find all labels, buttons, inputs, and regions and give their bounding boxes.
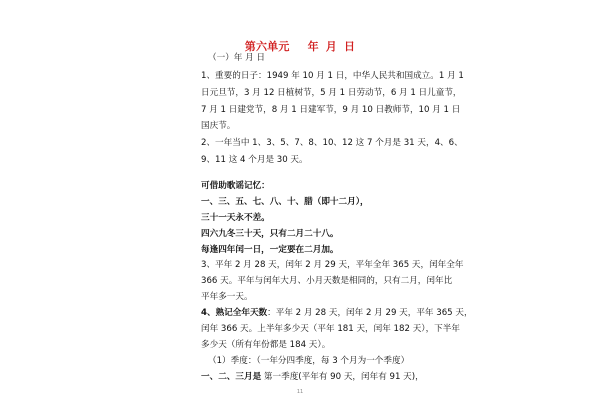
paragraph-1-line-4: 国庆节。 xyxy=(201,121,236,131)
paragraph-6-line-1 xyxy=(201,372,424,382)
song-line-4: 每逢四年闰一日，一定要在二月加。 xyxy=(201,245,339,255)
paragraph-4-line-1 xyxy=(201,308,473,318)
title-month: 月 xyxy=(325,40,337,53)
paragraph-6-text: 第一季度(平年有 90 天，闰年有 91 天)， xyxy=(263,372,424,382)
paragraph-4-line-1-text: ：平年 2 月 28 天，闰年 2 月 29 天，平年 365 天， xyxy=(267,308,473,318)
paragraph-5-line-1: （1）季度：（一年分四季度，每 3 个月为一个季度） xyxy=(208,356,410,366)
title-day: 日 xyxy=(344,40,356,53)
title-year: 年 xyxy=(307,40,319,53)
song-heading: 可借助歌谣记忆： xyxy=(201,181,270,191)
paragraph-1-line-2: 日元旦节，3 月 12 日植树节，5 月 1 日劳动节，6 月 1 日儿童节， xyxy=(201,88,462,98)
page-title xyxy=(0,38,600,54)
paragraph-4-line-3: 多少天（所有年份都是 184 天）。 xyxy=(201,340,331,350)
paragraph-1-line-1: 1、重要的日子：1949 年 10 月 1 日，中华人民共和国成立。1 月 1 xyxy=(201,71,464,81)
paragraph-3-line-1: 3、平年 2 月 28 天，闰年 2 月 29 天，平年全年 365 天，闰年全年 xyxy=(201,260,464,270)
paragraph-3-line-2: 366 天。平年与闰年大月、小月天数是相同的，只有二月，闰年比 xyxy=(201,276,453,286)
paragraph-3-line-3: 平年多一天。 xyxy=(201,292,253,302)
paragraph-2-line-2: 9、11 这 4 个月是 30 天。 xyxy=(201,155,308,165)
paragraph-4-line-2: 闰年 366 天。上半年多少天（平年 181 天，闰年 182 天），下半年 xyxy=(201,324,460,334)
song-line-3: 四六九冬三十天，只有二月二十八。 xyxy=(201,229,339,239)
page-number: 11 xyxy=(296,389,304,395)
song-line-2: 三十一天永不差。 xyxy=(201,213,270,223)
paragraph-2-line-1: 2、一年当中 1、3、5、7、8、10、12 这 7 个月是 31 天，4、6、 xyxy=(201,138,463,148)
title-unit: 第六单元 xyxy=(244,40,290,53)
section-heading: （一）年 月 日 xyxy=(208,53,266,63)
paragraph-1-line-3: 7 月 1 日建党节，8 月 1 日建军节，9 月 10 日教师节，10 月 1 日 xyxy=(201,105,461,115)
paragraph-4-label: 4、熟记全年天数 xyxy=(201,308,268,318)
paragraph-6-label: 一、二、三月是 xyxy=(201,372,262,382)
song-line-1: 一、三、五、七、八、十、腊（即十二月）， xyxy=(201,197,369,207)
